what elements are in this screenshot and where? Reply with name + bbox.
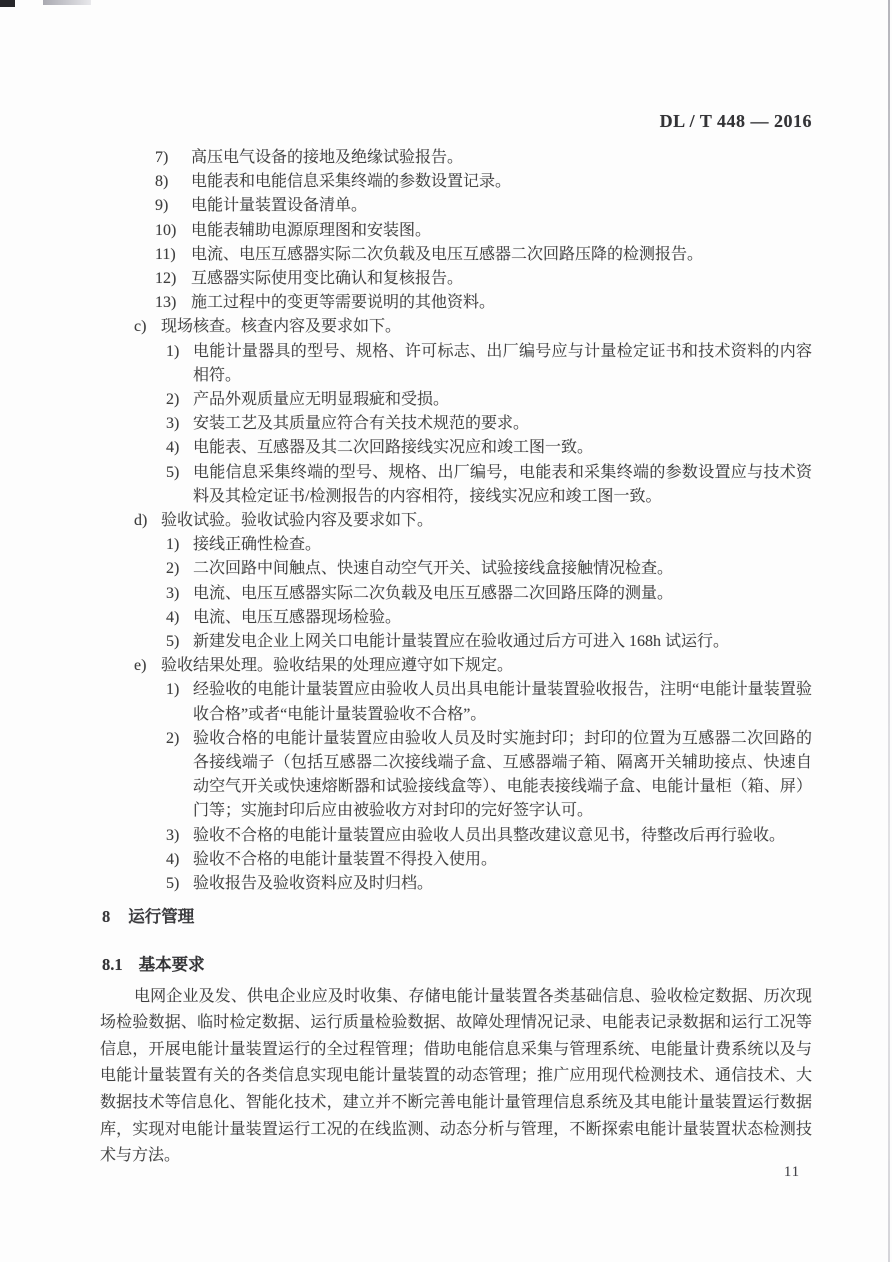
- item-text: 电流、电压互感器现场检验。: [193, 608, 402, 626]
- item-number: 2): [166, 560, 180, 578]
- lettered-section-c: [100, 315, 812, 339]
- item-number: 12): [155, 270, 177, 288]
- item-number: 1): [166, 536, 180, 554]
- section-intro: 验收试验。验收试验内容及要求如下。: [161, 512, 434, 530]
- item-text: 新建发电企业上网关口电能计量装置应在验收通过后方可进入 168h 试运行。: [193, 633, 730, 651]
- list-item: [100, 146, 812, 170]
- item-text: 互感器实际使用变比确认和复核报告。: [191, 270, 464, 288]
- item-text: 电流、电压互感器实际二次负载及电压互感器二次回路压降的检测报告。: [191, 245, 704, 263]
- item-number: 1): [166, 342, 180, 360]
- item-text: 验收报告及验收资料应及时归档。: [193, 875, 434, 893]
- scan-artifact-top-smudge: [43, 0, 91, 5]
- section-intro: 现场核查。核查内容及要求如下。: [161, 318, 402, 336]
- item-number: 3): [166, 826, 180, 844]
- sub-list-item: [100, 461, 812, 509]
- sub-list-item: [100, 533, 812, 557]
- item-number: 7): [155, 149, 169, 166]
- item-text: 接线正确性检查。: [193, 536, 322, 554]
- section-heading: [102, 953, 812, 977]
- sub-list-item: [100, 872, 812, 896]
- item-text: 电能表和电能信息采集终端的参数设置记录。: [191, 173, 512, 191]
- item-text: 产品外观质量应无明显瑕疵和受损。: [193, 391, 450, 409]
- sub-list-item: [100, 630, 812, 654]
- item-text: 施工过程中的变更等需要说明的其他资料。: [191, 294, 496, 312]
- sub-list-item: [100, 436, 812, 460]
- section-number: 8.1: [102, 954, 123, 974]
- sub-list-item: [100, 557, 812, 581]
- sub-list-item: [100, 727, 812, 824]
- list-item: [100, 267, 812, 291]
- item-number: 5): [166, 463, 180, 481]
- standard-number-header: DL / T 448 — 2016: [659, 111, 812, 131]
- section-intro: 验收结果处理。验收结果的处理应遵守如下规定。: [161, 657, 514, 675]
- item-text: 经验收的电能计量装置应由验收人员出具电能计量装置验收报告，注明“电能计量装置验收合格”或者“电能计量装置验收不合格”。: [193, 681, 812, 723]
- chapter-title: 运行管理: [128, 907, 195, 927]
- item-text: 高压电气设备的接地及绝缘试验报告。: [191, 149, 464, 166]
- section-letter: e): [134, 657, 147, 675]
- section-letter: c): [134, 318, 147, 336]
- section-letter: d): [134, 512, 148, 530]
- item-number: 10): [155, 221, 177, 239]
- chapter-number: 8: [102, 907, 111, 927]
- item-number: 8): [155, 173, 169, 191]
- item-number: 2): [166, 729, 180, 747]
- chapter-heading: [102, 905, 812, 929]
- sub-list-item: [100, 412, 812, 436]
- item-number: 4): [166, 850, 180, 868]
- sub-list-item: [100, 848, 812, 872]
- list-item: [100, 170, 812, 194]
- sub-list-item: [100, 678, 812, 726]
- item-number: 1): [166, 681, 180, 699]
- item-number: 3): [166, 415, 180, 433]
- list-item: [100, 219, 812, 243]
- list-item: [100, 243, 812, 267]
- section-title: 基本要求: [138, 954, 205, 974]
- item-number: 3): [166, 584, 180, 602]
- item-text: 电能表、互感器及其二次回路接线实况应和竣工图一致。: [193, 439, 594, 457]
- item-text: 电能信息采集终端的型号、规格、出厂编号，电能表和采集终端的参数设置应与技术资料及其检定证书/检测报告的内容相符，接线实况应和竣工图一致。: [193, 463, 812, 505]
- page-number: 11: [784, 1164, 800, 1180]
- item-text: 验收合格的电能计量装置应由验收人员及时实施封印；封印的位置为互感器二次回路的各接线端子（包括互感器二次接线端子盒、互感器端子箱、隔离开关辅助接点、快速自动空气开关或快速熔断器和试验接线盒等）、电能表接线端子盒、电能计量柜（箱、屏）门等；实施封印后应由被验收方对封印的完好签字认可。: [193, 729, 812, 820]
- item-text: 安装工艺及其质量应符合有关技术规范的要求。: [193, 415, 530, 433]
- item-number: 13): [155, 294, 177, 312]
- lettered-section-d: [100, 509, 812, 533]
- list-item: [100, 194, 812, 218]
- lettered-section-e: [100, 654, 812, 678]
- sub-list-item: [100, 340, 812, 388]
- item-text: 电能计量器具的型号、规格、许可标志、出厂编号应与计量检定证书和技术资料的内容相符。: [193, 342, 812, 384]
- item-number: 4): [166, 439, 180, 457]
- item-text: 电能表辅助电源原理图和安装图。: [191, 221, 432, 239]
- item-text: 电能计量装置设备清单。: [191, 197, 368, 215]
- sub-list-item: [100, 606, 812, 630]
- item-number: 11): [155, 245, 176, 263]
- item-number: 2): [166, 391, 180, 409]
- item-text: 验收不合格的电能计量装置不得投入使用。: [193, 850, 498, 868]
- item-number: 5): [166, 633, 180, 651]
- item-number: 5): [166, 875, 180, 893]
- scan-page-edge-line: [888, 0, 890, 1262]
- scan-artifact-top-left: [0, 0, 15, 7]
- item-number: 4): [166, 608, 180, 626]
- item-number: 9): [155, 197, 169, 215]
- item-text: 二次回路中间触点、快速自动空气开关、试验接线盒接触情况检查。: [193, 560, 674, 578]
- document-content: [100, 146, 812, 1170]
- body-paragraph: 电网企业及发、供电企业应及时收集、存储电能计量装置各类基础信息、验收检定数据、历次现场检验数据、临时检定数据、运行质量检验数据、故障处理情况记录、电能表记录数据和运行工况等信息，开展电能计量装置运行的全过程管理；借助电能信息采集与管理系统、电能量计费系统以及与电能计量装置有关的各类信息实现电能计量装置的动态管理；推广应用现代检测技术、通信技术、大数据技术等信息化、智能化技术，建立并不断完善电能计量管理信息系统及其电能计量装置运行数据库，实现对电能计量装置运行工况的在线监测、动态分析与管理，不断探索电能计量装置状态检测技术与方法。: [100, 987, 812, 1165]
- list-item: [100, 291, 812, 315]
- item-text: 电流、电压互感器实际二次负载及电压互感器二次回路压降的测量。: [193, 584, 674, 602]
- sub-list-item: [100, 388, 812, 412]
- sub-list-item: [100, 582, 812, 606]
- sub-list-item: [100, 824, 812, 848]
- item-text: 验收不合格的电能计量装置应由验收人员出具整改建议意见书，待整改后再行验收。: [193, 826, 786, 844]
